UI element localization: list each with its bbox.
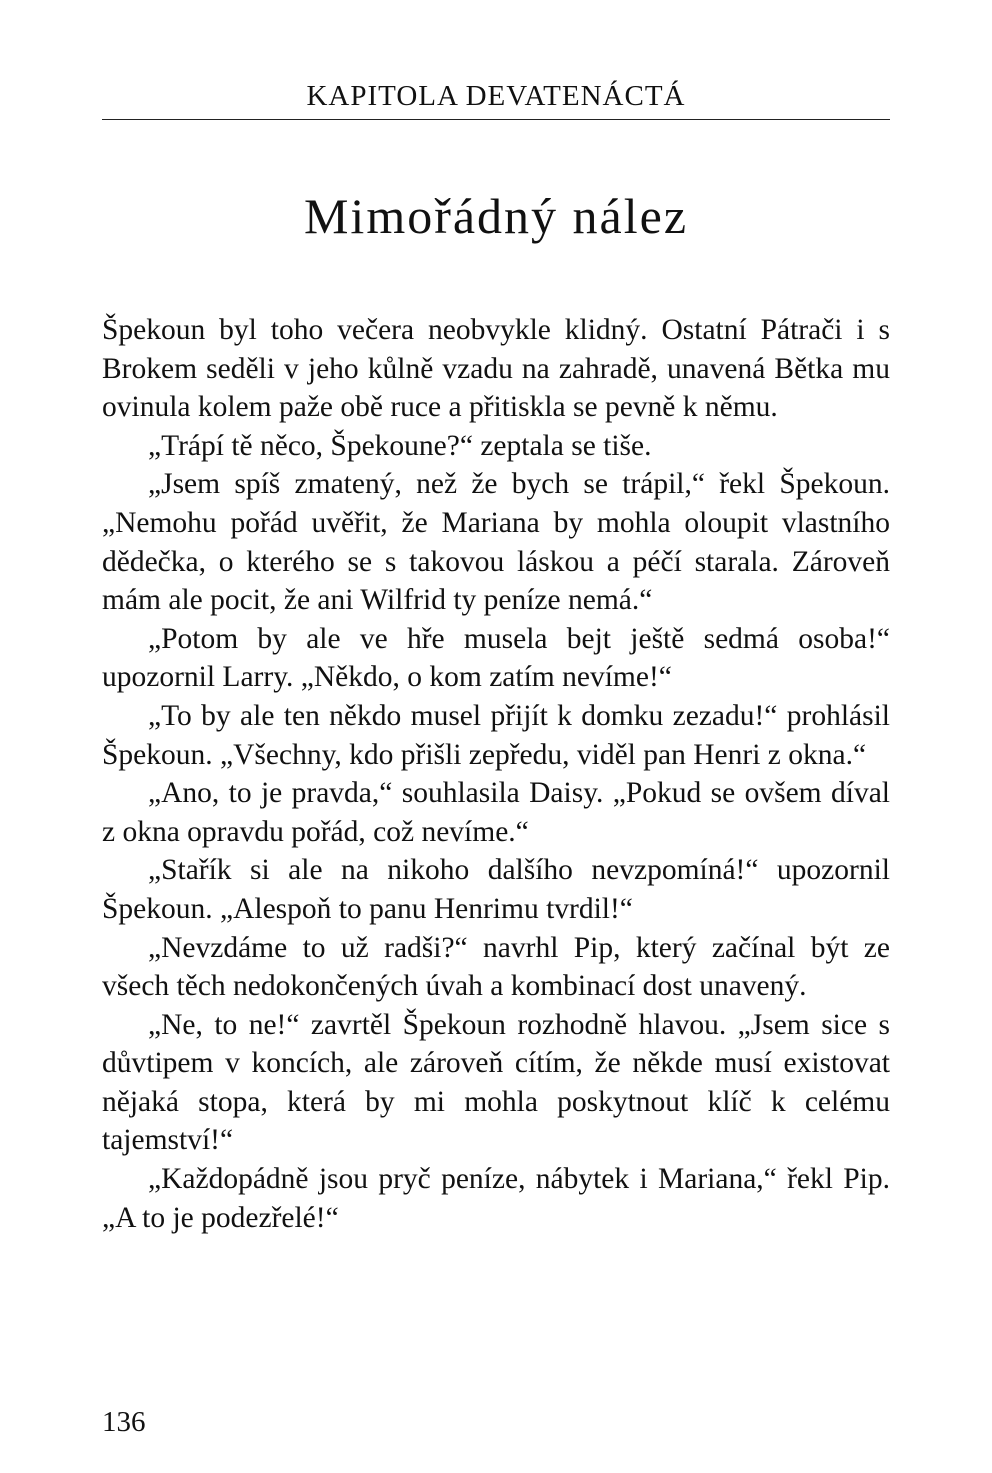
paragraph: „To by ale ten někdo musel přijít k domku zezadu!“ prohlásil Špekoun. „Všechny, kdo přišli zepředu, viděl pan Henri z okna.“ — [102, 699, 890, 771]
paragraph: Špekoun byl toho večera neobvykle klidný. Ostatní Pátrači i s Brokem seděli v jeho kůlně vzadu na zahradě, unavená Bětka mu ovinula kolem paže obě ruce a přitiskla se pevně k němu. — [102, 314, 890, 424]
paragraph: „Stařík si ale na nikoho dalšího nevzpomíná!“ upozornil Špekoun. „Alespoň to panu Henrimu tvrdil!“ — [102, 854, 890, 925]
paragraph: „Potom by ale ve hře musela bejt ještě sedmá osoba!“ upozornil Larry. „Někdo, o kom zatím nevíme!“ — [102, 622, 890, 694]
running-head: KAPITOLA DEVATENÁCTÁ — [306, 80, 686, 112]
paragraph: „Každopádně jsou pryč peníze, nábytek i Mariana,“ řekl Pip. „A to je podezřelé!“ — [102, 1163, 890, 1234]
paragraph: „Trápí tě něco, Špekoune?“ zeptala se tiše. — [148, 429, 652, 462]
page-number: 136 — [102, 1406, 146, 1438]
paragraph: „Nevzdáme to už radši?“ navrhl Pip, který začínal být ze všech těch nedokončených úvah a kombinací dost unavený. — [102, 931, 890, 1003]
header-rule — [102, 119, 890, 120]
paragraph: „Ne, to ne!“ zavrtěl Špekoun rozhodně hlavou. „Jsem sice s důvtipem v koncích, ale zároveň cítím, že někde musí existovat nějaká stopa, která by mi mohla poskytnout klíč k celému tajemství!“ — [102, 1008, 890, 1157]
body-text — [102, 311, 890, 1237]
chapter-title: Mimořádný nález — [303, 188, 689, 244]
paragraph: „Jsem spíš zmatený, než že bych se trápil,“ řekl Špekoun. „Nemohu pořád uvěřit, že Mariana by mohla oloupit vlastního dědečka, o kterého se s takovou láskou a péčí starala. Zároveň mám ale pocit, že ani Wilfrid ty peníze nemá.“ — [102, 468, 890, 617]
paragraph: „Ano, to je pravda,“ souhlasila Daisy. „Pokud se ovšem díval z okna opravdu pořád, což nevíme.“ — [102, 777, 890, 848]
